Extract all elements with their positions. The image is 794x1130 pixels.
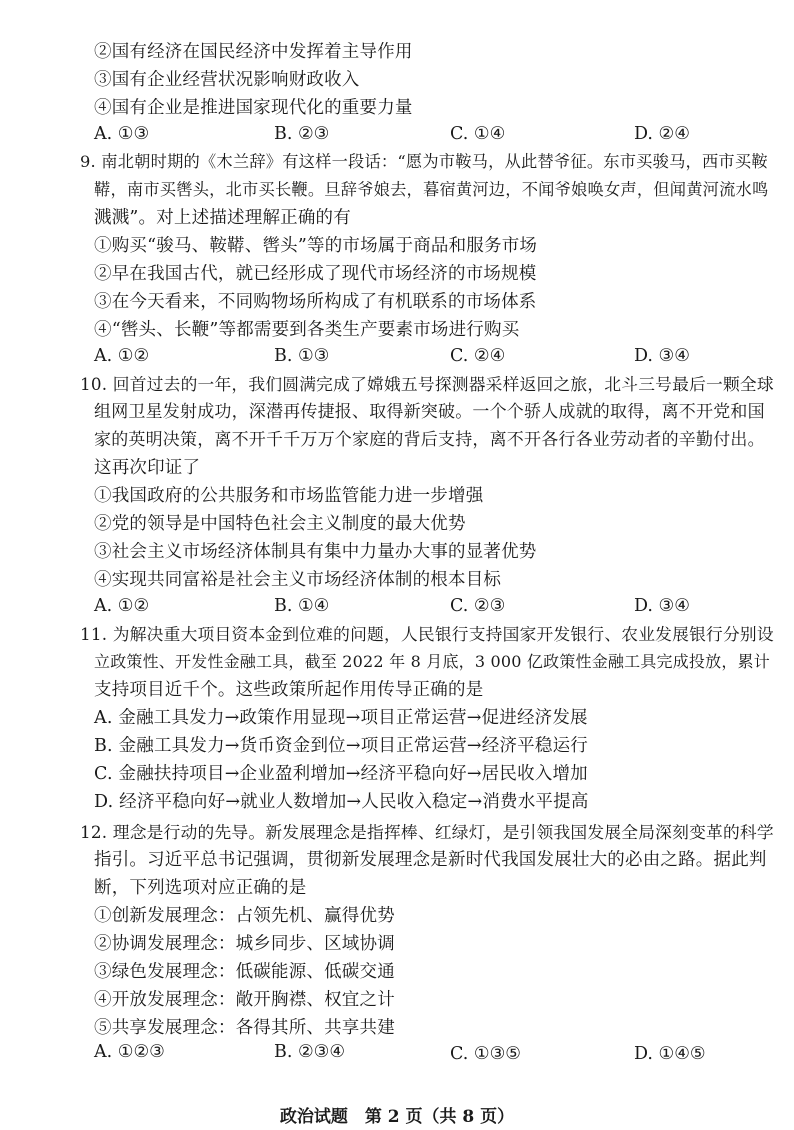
q10-item-4: ④实现共同富裕是社会主义市场经济体制的根本目标 — [94, 570, 502, 590]
q12-item-2: ②协调发展理念：城乡同步、区域协调 — [94, 934, 395, 954]
q10-item-1: ①我国政府的公共服务和市场监管能力进一步增强 — [94, 486, 484, 506]
q11-stem-line-2: 立政策性、开发性金融工具，截至 2022 年 8 月底，3 000 亿政策性金融工具完成投放，累计 — [94, 652, 770, 671]
q8-option-c: C. ①④ — [450, 124, 506, 144]
q12-option-c: C. ①③⑤ — [450, 1044, 521, 1064]
q10-option-d: D. ③④ — [634, 596, 690, 616]
q8-option-a: A. ①③ — [94, 124, 150, 144]
q12-option-b: B. ②③④ — [274, 1042, 346, 1062]
q9-stem-line-1: 9. 南北朝时期的《木兰辞》有这样一段话：“愿为市鞍马，从此替爷征。东市买骏马，西市买鞍 — [80, 152, 768, 171]
q12-stem-line-2: 指引。习近平总书记强调，贯彻新发展理念是新时代我国发展壮大的必由之路。据此判 — [94, 850, 767, 870]
q12-item-1: ①创新发展理念：占领先机、赢得优势 — [94, 906, 395, 926]
q8-option-d: D. ②④ — [634, 124, 690, 144]
q10-option-c: C. ②③ — [450, 596, 506, 616]
q11-option-b: B. 金融工具发力→货币资金到位→项目正常运营→经济平稳运行 — [94, 736, 588, 756]
q8-item-4: ④国有企业是推进国家现代化的重要力量 — [94, 98, 413, 118]
q9-stem-line-2: 鞯，南市买辔头，北市买长鞭。旦辞爷娘去，暮宿黄河边，不闻爷娘唤女声，但闻黄河流水鸣 — [94, 180, 769, 199]
q11-option-d: D. 经济平稳向好→就业人数增加→人民收入稳定→消费水平提高 — [94, 792, 589, 812]
q11-stem-line-1: 11. 为解决重大项目资本金到位难的问题，人民银行支持国家开发银行、农业发展银行分别设 — [80, 624, 774, 644]
q11-option-a: A. 金融工具发力→政策作用显现→项目正常运营→促进经济发展 — [94, 708, 588, 728]
q9-item-2: ②早在我国古代，就已经形成了现代市场经济的市场规模 — [94, 264, 537, 284]
q12-stem-line-1: 12. 理念是行动的先导。新发展理念是指挥棒、红绿灯，是引领我国发展全局深刻变革的科学 — [80, 822, 774, 842]
q9-option-d: D. ③④ — [634, 346, 690, 366]
q8-item-2: ②国有经济在国民经济中发挥着主导作用 — [94, 42, 413, 62]
q11-stem-line-3: 支持项目近千个。这些政策所起作用传导正确的是 — [94, 680, 484, 700]
q9-item-4: ④“辔头、长鞭”等都需要到各类生产要素市场进行购买 — [94, 320, 520, 340]
q12-option-d: D. ①④⑤ — [634, 1044, 706, 1064]
q10-stem-line-2: 组网卫星发射成功，深潜再传捷报、取得新突破。一个个骄人成就的取得，离不开党和国 — [94, 402, 765, 422]
page-footer: 政治试题 第 2 页（共 8 页） — [279, 1107, 515, 1127]
q8-option-b: B. ②③ — [274, 124, 330, 144]
q12-item-5: ⑤共享发展理念：各得其所、共享共建 — [94, 1018, 395, 1038]
q9-stem-line-3: 溅溅”。对上述描述理解正确的有 — [94, 208, 351, 228]
q10-stem-line-3: 家的英明决策，离不开千千万万个家庭的背后支持，离不开各行各业劳动者的辛勤付出。 — [94, 430, 765, 450]
q9-item-3: ③在今天看来，不同购物场所构成了有机联系的市场体系 — [94, 292, 537, 312]
q12-option-a: A. ①②③ — [94, 1042, 165, 1062]
q12-item-3: ③绿色发展理念：低碳能源、低碳交通 — [94, 962, 395, 982]
q11-option-c: C. 金融扶持项目→企业盈利增加→经济平稳向好→居民收入增加 — [94, 764, 588, 784]
q10-stem-line-1: 10. 回首过去的一年，我们圆满完成了嫦娥五号探测器采样返回之旅，北斗三号最后一颗全球 — [80, 374, 774, 394]
q12-stem-line-3: 断，下列选项对应正确的是 — [94, 878, 307, 898]
q9-option-b: B. ①③ — [274, 346, 330, 366]
q10-item-3: ③社会主义市场经济体制具有集中力量办大事的显著优势 — [94, 542, 537, 562]
q12-item-4: ④开放发展理念：敞开胸襟、权宜之计 — [94, 990, 395, 1010]
q10-option-a: A. ①② — [94, 596, 150, 616]
q10-option-b: B. ①④ — [274, 596, 330, 616]
q10-item-2: ②党的领导是中国特色社会主义制度的最大优势 — [94, 514, 466, 534]
q8-item-3: ③国有企业经营状况影响财政收入 — [94, 70, 360, 90]
q10-stem-line-4: 这再次印证了 — [94, 458, 201, 478]
q9-option-c: C. ②④ — [450, 346, 506, 366]
q9-item-1: ①购买“骏马、鞍鞯、辔头”等的市场属于商品和服务市场 — [94, 236, 538, 256]
q9-option-a: A. ①② — [94, 346, 150, 366]
